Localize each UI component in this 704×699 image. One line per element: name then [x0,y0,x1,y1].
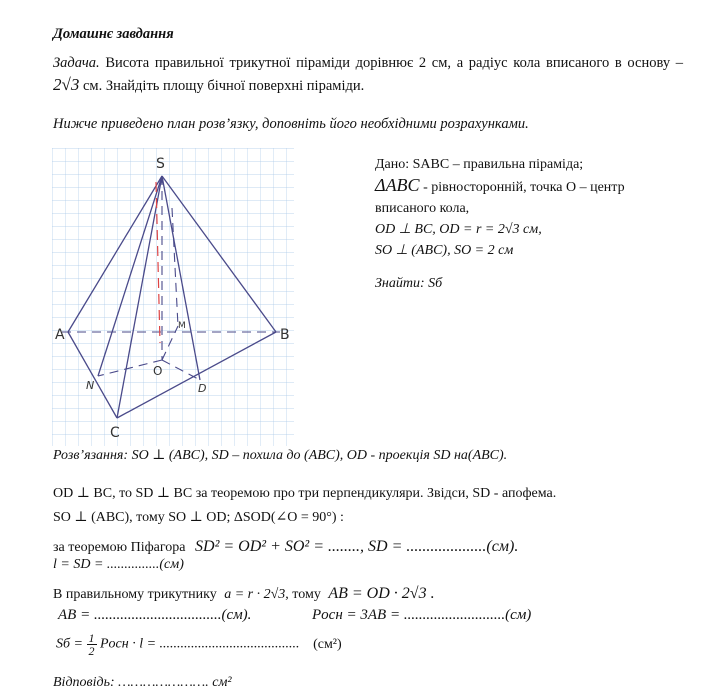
plan-instruction: Нижче приведено план розв’язку, доповніть його необхідними розрахунками. [53,116,529,132]
solution-line-4 [53,538,518,556]
ab-blank: AB = ..................................(см). [58,607,252,623]
solution-line-6 [53,585,435,603]
one-half-fraction [87,632,97,657]
solution-line-1: Розв’язання: SO ⊥ (ABC), SD – похила до (ABC), OD - проекція SD на(ABC). [53,448,508,463]
pyramid-figure [52,148,294,446]
given-block [375,154,685,294]
label-a: A [55,327,65,343]
grid-paper [52,148,294,446]
solution-line-3: SO ⊥ (ABC), тому SO ⊥ OD; ΔSOD(∠O = 90°) : [53,510,344,525]
perimeter-blank: Pосн = 3AB = ...........................(см) [312,607,532,623]
task-statement [53,52,683,97]
given-line-1: Дано: SABC – правильна піраміда; [375,157,584,172]
given-line-4: SO ⊥ (ABC), SO = 2 см [375,243,514,258]
lateral-area-formula [56,632,342,657]
pythagoras-label: за теоремою Піфагора [53,540,186,555]
task-label: Задача. [53,55,100,71]
label-b: B [280,327,290,343]
pythagoras-formula: SD² = OD² + SO² = ........, SD = ....................(см). [195,538,519,555]
lateral-area-unit: (см²) [313,636,342,652]
label-c: C [110,425,120,441]
triangle-abc: ΔABC [375,175,420,195]
label-o: O [153,364,163,378]
page-title: Домашнє завдання [53,26,174,42]
label-n: N [86,379,95,392]
side-formula: a = r · 2√3 [224,587,286,602]
given-line-2-text: - рівносторонній, точка О – центр вписаного кола, [375,180,625,216]
lateral-area-right: Pосн · l = ........................................ [100,636,300,652]
solution-line-2: OD ⊥ BC, то SD ⊥ BC за теоремою про три перпендикуляри. Звідси, SD - апофема. [53,486,557,501]
given-line-3: OD ⊥ BC, OD = r = 2√3 см, [375,222,542,237]
task-radius: 2√3 [53,75,80,94]
regular-triangle-label: В правильному трикутнику [53,587,217,602]
given-line-2 [375,175,685,219]
label-m: M [178,321,186,331]
pyramid-diagram [52,148,294,446]
ab-formula: AB = OD · 2√3 . [328,585,435,602]
solution-line-5: l = SD = ...............(см) [53,557,184,572]
therefore-text: , тому [285,587,321,602]
find-line: Знайти: Sб [375,276,443,291]
answer-line: Відповідь: …………………. см² [53,675,232,690]
lateral-area-left: Sб = [56,636,83,652]
task-text-2: см. Знайдіть площу бічної поверхні піраміди. [82,78,365,94]
label-d: D [198,382,207,395]
fraction-denominator: 2 [88,644,95,658]
label-s: S [156,156,165,172]
fraction-numerator: 1 [88,631,95,645]
task-text-1: Висота правильної трикутної піраміди дорівнює 2 см, а радіус кола вписаного в основу – [105,55,684,71]
